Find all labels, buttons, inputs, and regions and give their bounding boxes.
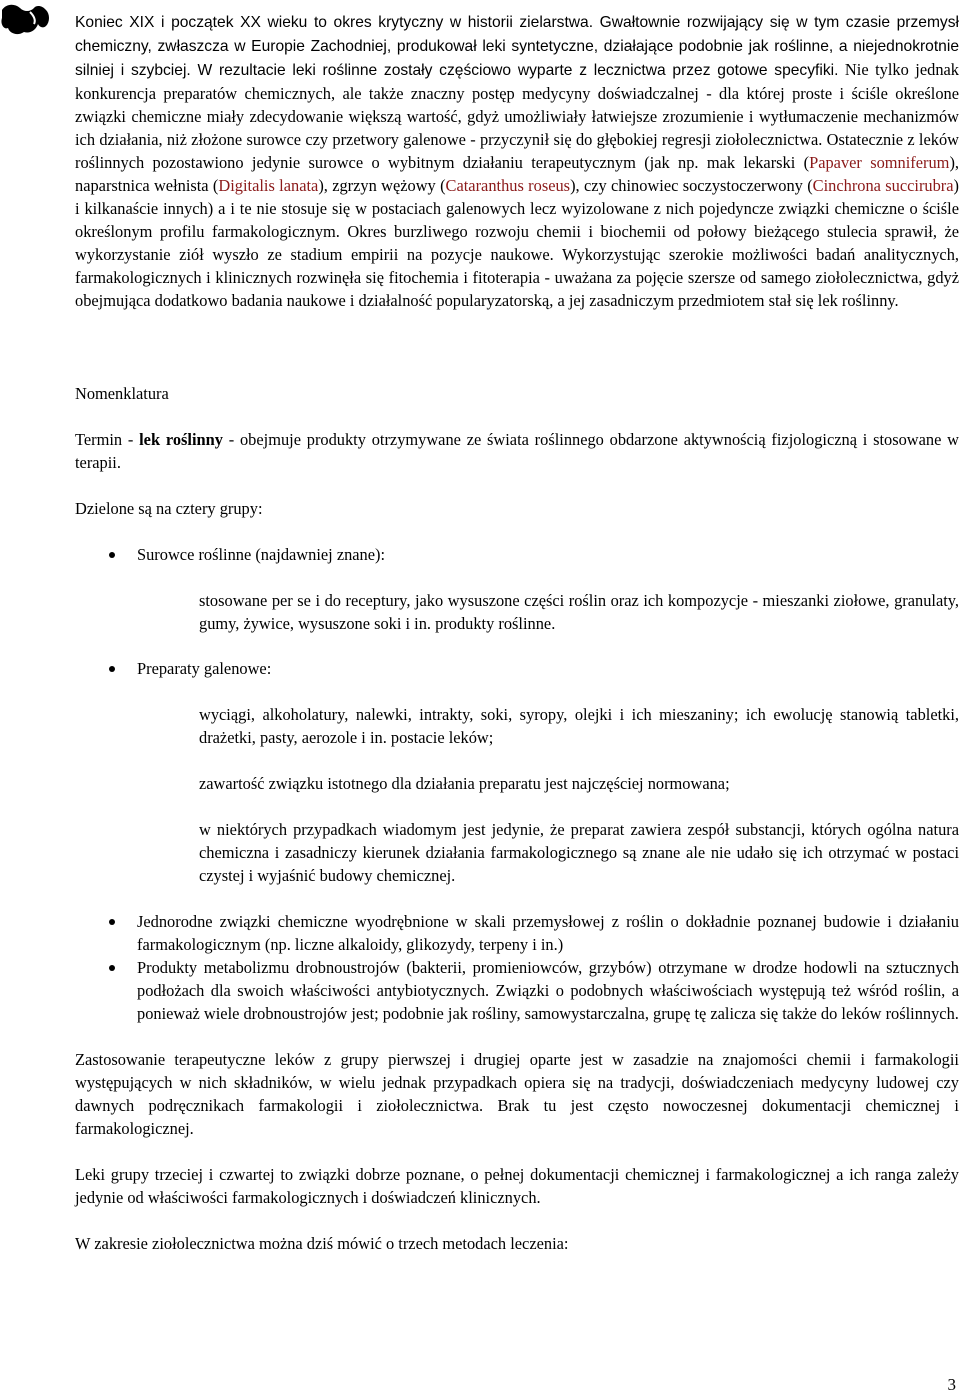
group-2-description-3: w niektórych przypadkach wiadomym jest jedynie, że preparat zawiera zespół substancji, których ogólna natura chemiczna i zasadniczy kierunek działania farmakologicznego są znane ale nie udało się ich otrzymać w postaci czystej i wyjaśnić budowy chemicznej. xyxy=(199,820,959,885)
groups-intro: Dzielone są na cztery grupy: xyxy=(75,499,263,518)
list-item-group-4 xyxy=(75,956,959,1025)
closing-paragraph-2: Leki grupy trzeciej i czwartej to związki dobrze poznane, o pełnej dokumentacji chemicznej i farmakologicznej a ich ranga zależy jedynie od właściwości farmakologicznych i doświadczeń klinicznych. xyxy=(75,1165,959,1207)
page-number: 3 xyxy=(947,1375,956,1394)
intro-text-e: ) i kilkanaście innych) a i te nie stosuje się w postaciach galenowych lecz wyizolowane z nich pojedyncze związki chemiczne o ściśle określonym profilu farmakologicznym. Okres burzliwego rozwoju chemii i biochemii od połowy bieżącego stulecia sprawił, że wykorzystanie ziół wyszło ze stadium empirii na pozycje naukowe. Wykorzystując szerokie możliwości badań analitycznych, farmakologicznych i klinicznych rozwinęła się fitochemia i fitoterapia - uważana za pojęcie szersze od samego ziołolecznictwa, gdyż obejmująca dodatkowo badania naukowe i działalność popularyzatorską, a jej zasadniczym przedmiotem stał się lek roślinny. xyxy=(75,176,960,310)
group-1-label: Surowce roślinne (najdawniej znane): xyxy=(137,545,386,564)
term-bold: lek roślinny xyxy=(139,430,223,449)
bullet-icon xyxy=(109,552,115,558)
logo-icon xyxy=(0,2,52,40)
group-2-description-1: wyciągi, alkoholatury, nalewki, intrakty, soki, syropy, olejki i ich mieszaniny; ich ewolucję stanowią tabletki, drażetki, pasty, aerozole i in. postacie leków; xyxy=(199,705,959,747)
latin-name-papaver: Papaver somniferum xyxy=(809,153,950,172)
term-prefix: Termin - xyxy=(75,430,140,449)
bullet-icon xyxy=(109,965,115,971)
closing-paragraph-3: W zakresie ziołolecznictwa można dziś mówić o trzech metodach leczenia: xyxy=(75,1234,569,1253)
group-4-label: Produkty metabolizmu drobnoustrojów (bakterii, promieniowców, grzybów) otrzymane w drodze hodowli na sztucznych podłożach dla swoich właściwości antybiotycznych. Związki o podobnych właściwościach występują też wśród roślin, a ponieważ wiele drobnoustrojów jest; podobnie jak rośliny, samowystarczalna, grupę tę zalicza się także do leków roślinnych. xyxy=(137,958,959,1023)
intro-text-d: ), czy chinowiec soczystoczerwony ( xyxy=(570,176,813,195)
list-item-group-3 xyxy=(75,910,959,956)
intro-paragraph xyxy=(75,10,959,312)
group-3-label: Jednorodne związki chemiczne wyodrębnione w skali przemysłowej z roślin o dokładnie poznanej budowie i działaniu farmakologicznym (np. liczne alkaloidy, glikozydy, terpeny i in.) xyxy=(137,912,959,954)
list-item-group-2 xyxy=(75,657,959,680)
latin-name-cataranthus: Cataranthus roseus xyxy=(445,176,571,195)
bullet-icon xyxy=(109,919,115,925)
closing-paragraph-1: Zastosowanie terapeutyczne leków z grupy pierwszej i drugiej oparte jest w zasadzie na znajomości chemii i farmakologii występujących w nich składników, w wielu jednak przypadkach opiera się na tradycji, doświadczeniach medycyny ludowej czy dawnych podręcznikach farmakologii i ziołolecznictwa. Brak tu jest często nowoczesnej dokumentacji chemicznej i farmakologicznej. xyxy=(75,1050,959,1138)
intro-sans-text: Koniec XIX i początek XX wieku to okres krytyczny w historii zielarstwa. Gwałtownie rozwijający się w tym czasie przemysł chemiczny, zwłaszcza w Europie Zachodniej, produkował leki syntetyczne, działające podobnie jak roślinne, a niejednokrotnie silniej i szybciej. W rezultacie leki roślinne zostały częściowo wyparte z lecznictwa przez gotowe specyfiki. xyxy=(75,14,959,79)
bullet-icon xyxy=(109,666,115,672)
group-1-description: stosowane per se i do receptury, jako wysuszone części roślin oraz ich kompozycje - mieszanki ziołowe, granulaty, gumy, żywice, wysuszone soki i in. produkty roślinne. xyxy=(199,591,959,633)
document-page xyxy=(75,10,959,1255)
intro-text-c: ), zgrzyn wężowy ( xyxy=(318,176,446,195)
intro-text-b: ), naparstnica wełnista ( xyxy=(75,153,959,195)
term-suffix: - obejmuje produkty otrzymywane ze świata roślinnego obdarzone aktywnością fizjologiczną i stosowane w terapii. xyxy=(75,430,959,472)
group-2-description-2: zawartość związku istotnego dla działania preparatu jest najczęściej normowana; xyxy=(199,774,730,793)
intro-text-a: Nie tylko jednak konkurencja preparatów chemicznych, ale także znaczny postęp medycyny doświadczalnej - dla której proste i ściśle określone związki chemiczne miały zdecydowanie większą wartość, gdyż umożliwiały łatwiejsze zrozumienie i wytłumaczenie mechanizmów ich działania, niż złożone surowce czy przetwory galenowe - przyczynił się do głębokiej regresji ziołolecznictwa. Ostatecznie z leków roślinnych pozostawiono jedynie surowce o wybitnym działaniu terapeutycznym (jak np. mak lekarski ( xyxy=(75,60,959,172)
list-item-group-1 xyxy=(75,543,959,566)
latin-name-digitalis: Digitalis lanata xyxy=(218,176,319,195)
section-heading: Nomenklatura xyxy=(75,384,169,403)
group-2-label: Preparaty galenowe: xyxy=(137,659,272,678)
term-definition xyxy=(75,428,959,474)
latin-name-cinchrona: Cinchrona succirubra xyxy=(812,176,954,195)
